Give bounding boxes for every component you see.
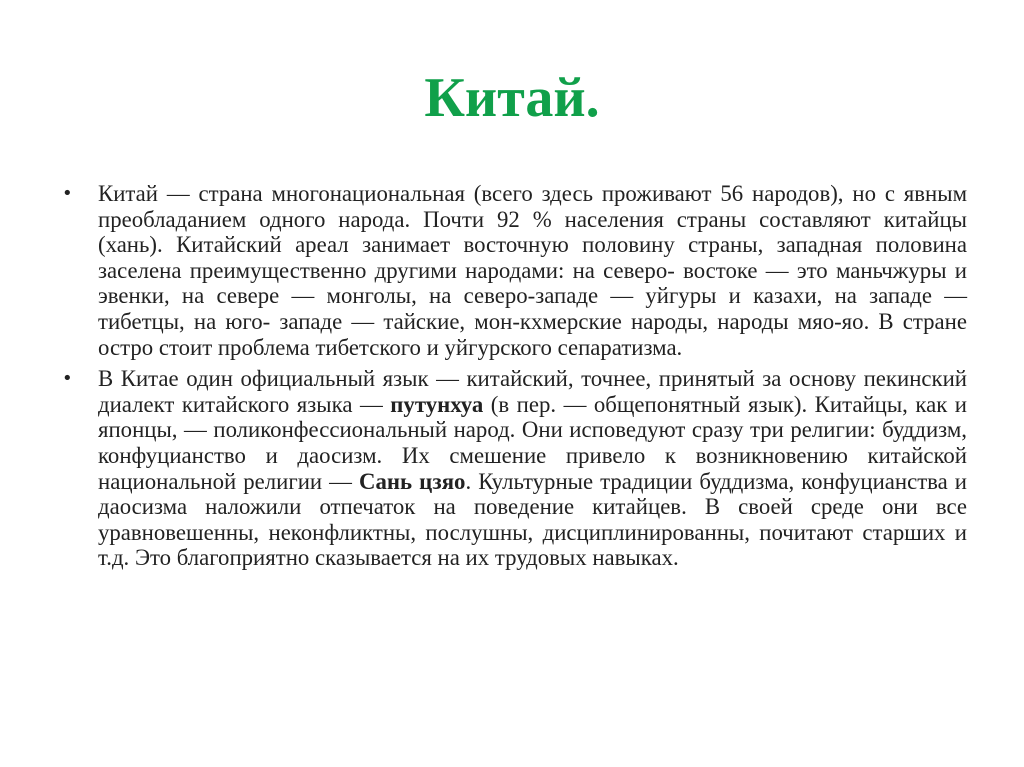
bullet-text: (в пер. — общепонятный язык). Китайцы, как и японцы, — поликонфессиональный народ. Они исповедуют сразу три религии: буддизм, конфуцианство и даосизм. Их смешение привело к возникновению китайской национальной религии —: [98, 391, 967, 494]
bullet-item-language-religion: [62, 366, 967, 571]
slide-title: Китай.: [424, 67, 600, 129]
bullet-item-ethnicity: [62, 181, 967, 360]
bullet-text: Китай — страна многонациональная (всего здесь проживают 56 народов), но с явным преобладанием одного народа. Почти 92 % населения страны составляют китайцы (хань). Китайский ареал занимает восточную половину страны, западная половина заселена преимущественно другими народами: на северо- востоке — это маньчжуры и эвенки, на севере — монголы, на северо-западе — уйгуры и казахи, на западе — тибетцы, на юго- западе — тайские, мон-кхмерские народы, народы мяо-яо. В стране остро стоит проблема тибетского и уйгурского сепаратизма.: [98, 181, 967, 360]
bullet-icon: •: [62, 368, 73, 390]
bullet-list: [62, 181, 967, 577]
bullet-text: В Китае один официальный язык — китайский, точнее, принятый за основу пекинский диалект китайского языка —: [98, 366, 967, 417]
bullet-icon: •: [62, 183, 73, 204]
term-putonghua: путунхуа: [390, 391, 484, 417]
bullet-text: . Культурные традиции буддизма, конфуцианства и даосизма наложили отпечаток на поведение китайцев. В своей среде они все уравновешенны, неконфликтны, послушны, дисциплинированны, почитают старших и т.д. Это благоприятно сказывается на их трудовых навыках.: [98, 468, 968, 571]
term-san-jiao: Сань цзяо: [359, 468, 466, 494]
